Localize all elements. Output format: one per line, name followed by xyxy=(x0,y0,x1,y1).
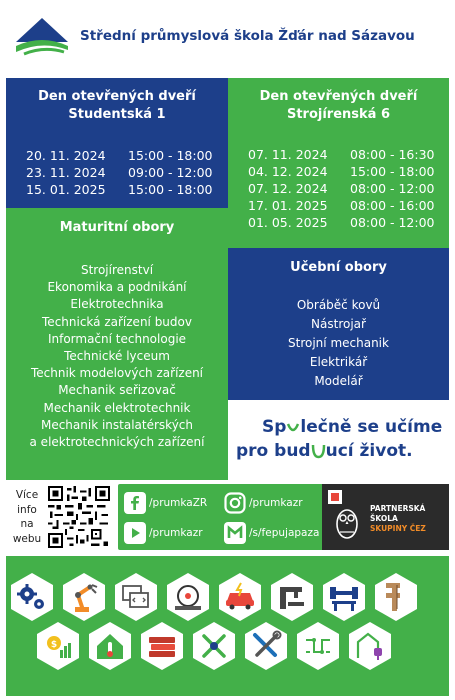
maturitni-obory-panel xyxy=(6,208,228,480)
open-day-title-line2: Strojírenská 6 xyxy=(286,107,391,122)
building-plug-icon xyxy=(349,622,391,670)
schedule-time: 15:00 - 18:00 xyxy=(128,148,213,163)
open-day-title-line1: Den otevřených dveří xyxy=(38,89,196,104)
list-item: a elektrotechnických zařízení xyxy=(29,435,205,450)
electric-car-icon xyxy=(219,573,261,621)
ucebni-obory-panel xyxy=(228,248,449,400)
list-item: Nástrojař xyxy=(311,317,366,331)
slogan-line1-part-a: Sp xyxy=(262,417,287,437)
more-info-line: na xyxy=(20,518,34,530)
instagram-handle: /prumkazr xyxy=(249,497,303,509)
field-icons-svg xyxy=(6,556,449,696)
slogan-line1 xyxy=(262,417,442,437)
list-item: Obráběč kovů xyxy=(296,298,381,312)
schedule-row xyxy=(248,163,435,180)
schedule-date: 04. 12. 2024 xyxy=(248,164,328,179)
list-item: Strojírenství xyxy=(80,263,154,277)
lathe-icon xyxy=(323,573,365,621)
schedule-time: 15:00 - 18:00 xyxy=(128,182,213,197)
caliper-icon xyxy=(375,573,417,621)
house-thermometer-icon xyxy=(89,622,131,670)
info-bar xyxy=(6,480,449,554)
field-icons-area xyxy=(6,556,449,696)
schedule-time: 08:00 - 16:00 xyxy=(350,198,435,213)
open-day-studentska-schedule xyxy=(26,147,213,198)
instagram-icon xyxy=(224,492,246,514)
list-item: Elektrikář xyxy=(309,355,368,369)
smile-u-icon xyxy=(311,441,326,461)
more-info-label xyxy=(8,488,46,546)
cez-partner-badge xyxy=(322,484,449,550)
youtube-icon xyxy=(124,522,146,544)
list-item: Mechanik elektrotechnik xyxy=(43,400,191,415)
milling-machine-icon xyxy=(271,573,313,621)
tools-cross-icon xyxy=(193,622,235,670)
svg-text:$: $ xyxy=(50,640,58,650)
maturitni-obory-title: Maturitní obory xyxy=(59,220,175,235)
schedule-date: 01. 05. 2025 xyxy=(248,215,328,230)
schedule-date: 20. 11. 2024 xyxy=(26,148,106,163)
list-item: Technické lyceum xyxy=(64,349,170,364)
list-item: Technická zařízení budov xyxy=(42,314,192,329)
list-item: Strojní mechanik xyxy=(288,336,389,350)
open-day-studentska-panel xyxy=(6,78,228,208)
open-day-strojirenska-title xyxy=(228,88,449,124)
ucebni-obory-list xyxy=(228,296,449,391)
facebook-icon xyxy=(124,492,146,514)
messenger-handle: /s/fepujapaza xyxy=(249,527,320,539)
list-item: Informační technologie xyxy=(47,331,187,346)
cez-logo-icon xyxy=(328,490,342,504)
messenger-icon xyxy=(224,522,246,544)
list-item: Ekonomika a podnikání xyxy=(47,280,187,295)
partner-line2: ŠKOLA xyxy=(370,514,398,523)
more-info-line: info xyxy=(17,503,37,516)
books-icon xyxy=(141,622,183,670)
partner-line3: SKUPINY ČEZ xyxy=(370,524,426,533)
social-links xyxy=(118,484,324,550)
slogan-line2 xyxy=(236,441,413,461)
schedule-date: 15. 01. 2025 xyxy=(26,182,106,197)
school-name: Střední průmyslová škola Žďár nad Sázavou xyxy=(80,28,415,44)
more-info-line: webu xyxy=(12,532,42,545)
youtube-link[interactable] xyxy=(124,522,203,544)
open-day-strojirenska-schedule xyxy=(248,146,435,231)
header xyxy=(0,0,455,76)
slogan-line1-part-b: lečně se učíme xyxy=(300,417,443,437)
slogan-line2-part-a: pro bud xyxy=(236,441,311,461)
list-item: Mechanik instalatérských xyxy=(40,417,194,432)
schedule-row xyxy=(248,146,435,163)
code-window-icon xyxy=(115,573,157,621)
schedule-date: 07. 11. 2024 xyxy=(248,147,328,162)
owl-icon xyxy=(334,504,360,540)
more-info-line: Více xyxy=(15,489,39,501)
schedule-row xyxy=(248,214,435,231)
schedule-date: 23. 11. 2024 xyxy=(26,165,106,180)
maturitni-obory-list xyxy=(6,262,228,451)
facebook-link[interactable] xyxy=(124,492,207,514)
slogan-line2-part-b: ucí život. xyxy=(325,441,413,461)
schedule-row xyxy=(26,147,213,164)
saw-icon xyxy=(167,573,209,621)
schedule-row xyxy=(248,180,435,197)
list-item: Technik modelových zařízení xyxy=(30,366,204,381)
schedule-time: 15:00 - 18:00 xyxy=(350,164,435,179)
schedule-time: 08:00 - 12:00 xyxy=(350,181,435,196)
open-day-strojirenska-panel xyxy=(228,78,449,248)
schedule-time: 09:00 - 12:00 xyxy=(128,165,213,180)
partner-line1: PARTNERSKÁ xyxy=(370,504,426,513)
money-chart-icon xyxy=(37,622,79,670)
schedule-time: 08:00 - 12:00 xyxy=(350,215,435,230)
schedule-row xyxy=(26,164,213,181)
schedule-date: 07. 12. 2024 xyxy=(248,181,328,196)
qr-code-icon[interactable] xyxy=(48,486,110,548)
open-day-title-line2: Studentská 1 xyxy=(68,107,166,122)
schedule-date: 17. 01. 2025 xyxy=(248,198,328,213)
list-item: Elektrotechnika xyxy=(70,297,164,312)
circuit-board-icon xyxy=(297,622,339,670)
open-day-studentska-title xyxy=(6,88,228,124)
robot-arm-icon xyxy=(63,573,105,621)
facebook-handle: /prumkaZR xyxy=(149,497,208,509)
schedule-row xyxy=(248,197,435,214)
screwdriver-wrench-icon xyxy=(245,622,287,670)
schedule-time: 08:00 - 16:30 xyxy=(350,147,435,162)
list-item: Modelář xyxy=(314,374,363,388)
messenger-link[interactable] xyxy=(224,522,319,544)
slogan xyxy=(228,400,449,480)
ucebni-obory-title: Učební obory xyxy=(290,260,387,275)
instagram-link[interactable] xyxy=(224,492,303,514)
open-day-title-line1: Den otevřených dveří xyxy=(259,89,418,104)
list-item: Mechanik seřizovač xyxy=(58,383,176,398)
youtube-handle: /prumkazr xyxy=(149,527,203,539)
smile-o-icon xyxy=(286,417,300,437)
gears-icon xyxy=(11,573,53,621)
school-logo-icon xyxy=(14,16,70,56)
schedule-row xyxy=(26,181,213,198)
